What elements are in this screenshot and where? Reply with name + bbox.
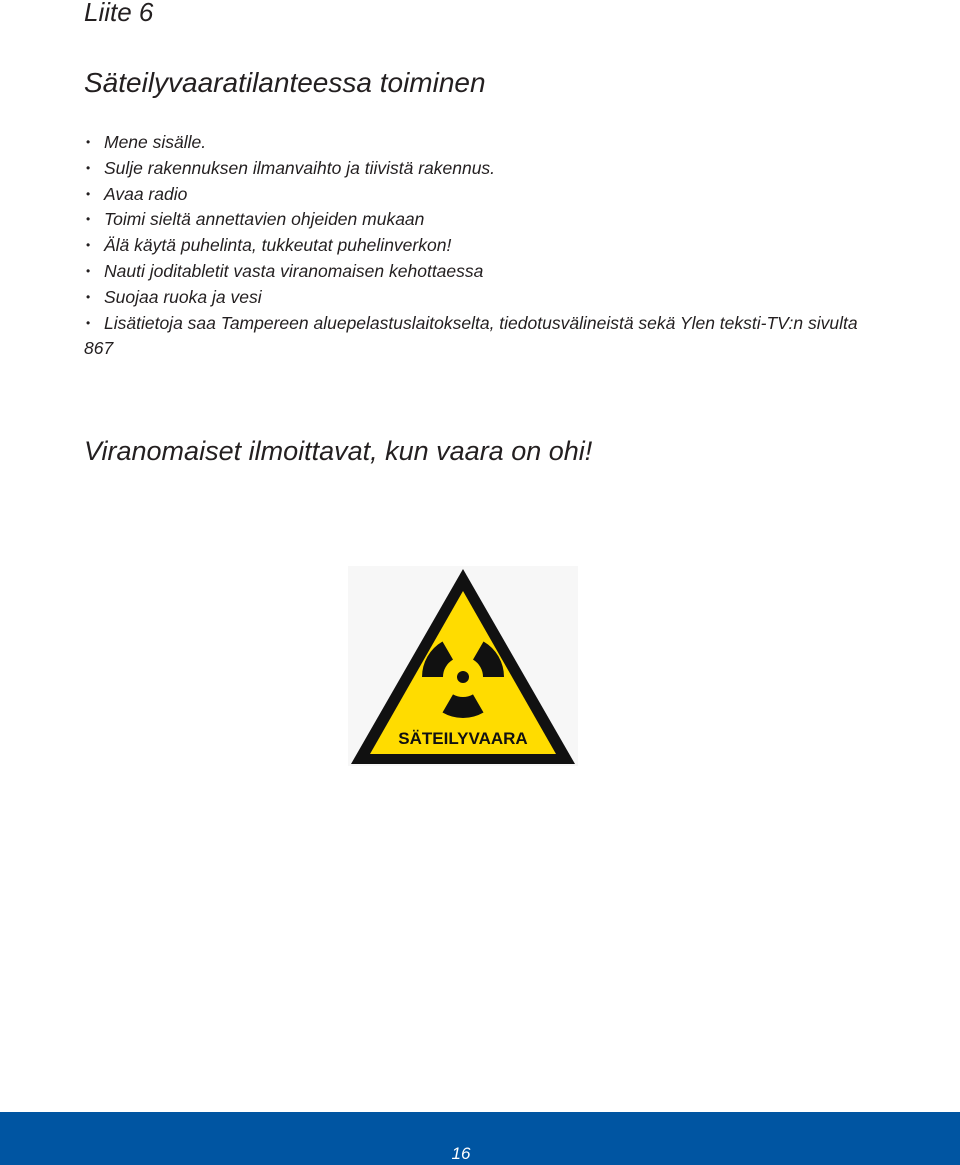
- instruction-item: [84, 259, 874, 285]
- bullet-icon: •: [86, 315, 91, 330]
- instruction-item: [84, 182, 874, 208]
- instruction-text: Sulje rakennuksen ilmanvaihto ja tiivistä rakennus.: [104, 157, 496, 178]
- instruction-item: [84, 233, 874, 259]
- instruction-text: Lisätietoja saa Tampereen aluepelastuslaitokselta, tiedotusvälineistä sekä Ylen teksti-TV:n sivulta 867: [84, 312, 858, 359]
- closing-note: Viranomaiset ilmoittavat, kun vaara on ohi!: [84, 436, 593, 466]
- bullet-icon: •: [86, 135, 91, 149]
- page-number: 16: [451, 1144, 471, 1163]
- instruction-item: [84, 207, 874, 233]
- instruction-item: [84, 285, 874, 311]
- bullet-icon: •: [86, 289, 91, 304]
- instruction-text: Nauti joditabletit vasta viranomaisen kehottaessa: [104, 260, 484, 281]
- warning-sign-label: SÄTEILYVAARA: [398, 729, 528, 748]
- instruction-item: [84, 311, 874, 363]
- bullet-icon: •: [86, 263, 91, 278]
- instruction-text: Toimi sieltä annettavien ohjeiden mukaan: [104, 209, 425, 230]
- bullet-icon: •: [86, 186, 91, 201]
- instruction-list: [84, 130, 874, 362]
- appendix-title: Liite 6: [84, 0, 154, 27]
- bullet-icon: •: [86, 160, 91, 175]
- instruction-text: Avaa radio: [104, 183, 188, 204]
- radiation-warning-sign: [348, 566, 578, 766]
- instruction-text: Suojaa ruoka ja vesi: [104, 286, 262, 307]
- section-title: Säteilyvaaratilanteessa toiminen: [84, 67, 486, 98]
- instruction-text: Älä käytä puhelinta, tukkeutat puhelinverkon!: [104, 235, 452, 256]
- instruction-item: [84, 156, 874, 182]
- instruction-item: [84, 130, 874, 156]
- radiation-warning-icon: [348, 566, 578, 766]
- bullet-icon: •: [86, 212, 91, 227]
- bullet-icon: •: [86, 238, 91, 253]
- instruction-text: Mene sisälle.: [104, 132, 207, 152]
